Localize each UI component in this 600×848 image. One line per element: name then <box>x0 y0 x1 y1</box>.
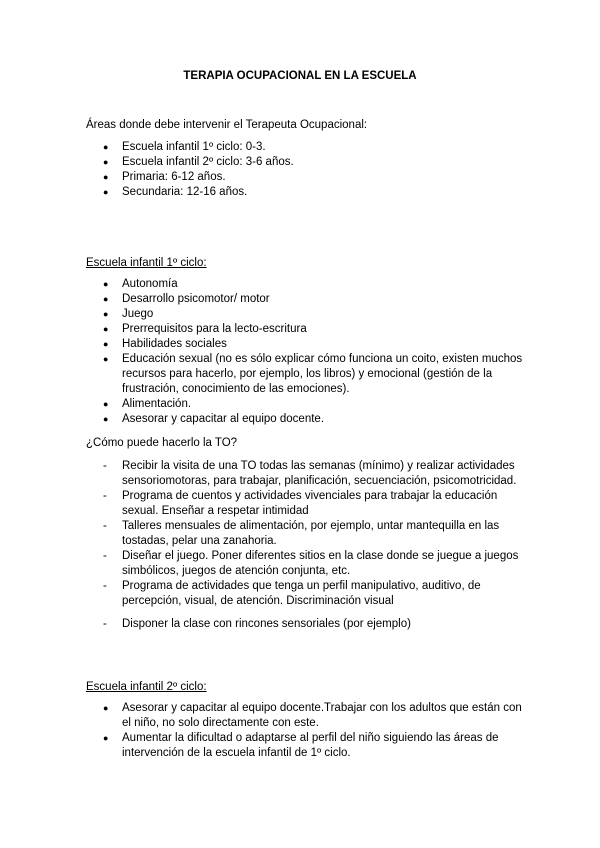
dash-icon: - <box>103 520 107 532</box>
bullet-icon: ● <box>103 172 109 182</box>
list-item: ● Autonomía <box>103 278 178 290</box>
dash-icon: - <box>103 490 107 502</box>
actions-list <box>86 459 526 632</box>
list-item: ● Desarrollo psicomotor/ motor <box>103 293 270 305</box>
list-item: ● Asesorar y capacitar al equipo docente. <box>103 413 325 425</box>
list-item: ● Juego <box>103 308 154 320</box>
list-item: ● Primaria: 6-12 años. <box>103 171 226 183</box>
bullet-icon: ● <box>103 324 109 334</box>
areas-list <box>86 140 526 200</box>
bullet-icon: ● <box>103 157 109 167</box>
dash-icon: - <box>103 618 107 630</box>
list-item: - Programa de cuentos y actividades vivenciales para trabajar la educación sexual. Enseñar a respetar intimidad <box>103 490 498 517</box>
dash-icon: - <box>103 550 107 562</box>
list-item: ● Aumentar la dificultad o adaptarse al perfil del niño siguiendo las áreas de intervención de la escuela infantil de 1º ciclo. <box>103 732 499 759</box>
list-item: - Recibir la visita de una TO todas las semanas (mínimo) y realizar actividades sensoriomotoras, para trabajar, planificación, secuenciación, psicomotricidad. <box>103 460 517 487</box>
bullet-icon: ● <box>103 733 109 743</box>
list-item: ● Escuela infantil 2º ciclo: 3-6 años. <box>103 156 294 168</box>
list-item: - Disponer la clase con rincones sensoriales (por ejemplo) <box>103 618 411 630</box>
bullet-icon: ● <box>103 414 109 424</box>
dash-icon: - <box>103 580 107 592</box>
bullet-icon: ● <box>103 339 109 349</box>
list-item: ● Prerrequisitos para la lecto-escritura <box>103 323 307 335</box>
question-text: ¿Cómo puede hacerlo la TO? <box>86 437 238 449</box>
list-item: ● Asesorar y capacitar al equipo docente.Trabajar con los adultos que están con el niño, no solo directamente con este. <box>103 702 522 729</box>
list-item: ● Habilidades sociales <box>103 338 227 350</box>
list-item: ● Escuela infantil 1º ciclo: 0-3. <box>103 141 266 153</box>
bullet-icon: ● <box>103 142 109 152</box>
list-item: ● Educación sexual (no es sólo explicar cómo funciona un coito, existen muchos recursos para hacerlo, por ejemplo, los libros) y emocional (gestión de la frustración, conocimiento de las emociones). <box>103 353 523 395</box>
list-item: ● Alimentación. <box>103 398 192 410</box>
list-item: - Diseñar el juego. Poner diferentes sitios en la clase donde se juegue a juegos simbólicos, juegos de atención conjunta, etc. <box>103 550 519 577</box>
section2-title: Escuela infantil 2º ciclo: <box>86 681 207 693</box>
bullet-icon: ● <box>103 309 109 319</box>
list-item: - Programa de actividades que tenga un perfil manipulativo, auditivo, de percepción, visual, de atención. Discriminación visual <box>103 580 481 607</box>
bullet-icon: ● <box>103 399 109 409</box>
section2-list <box>86 701 526 761</box>
intro-text: Áreas donde debe intervenir el Terapeuta Ocupacional: <box>86 119 368 131</box>
bullet-icon: ● <box>103 703 109 713</box>
list-spacer <box>86 609 526 617</box>
bullet-icon: ● <box>103 187 109 197</box>
list-item: - Talleres mensuales de alimentación, por ejemplo, untar mantequilla en las tostadas, pelar una zanahoria. <box>103 520 500 547</box>
dash-icon: - <box>103 460 107 472</box>
bullet-icon: ● <box>103 354 109 364</box>
document-title: TERAPIA OCUPACIONAL EN LA ESCUELA <box>183 70 417 82</box>
bullet-icon: ● <box>103 294 109 304</box>
bullet-icon: ● <box>103 279 109 289</box>
list-item: ● Secundaria: 12-16 años. <box>103 186 248 198</box>
section1-title: Escuela infantil 1º ciclo: <box>86 257 207 269</box>
section1-list <box>86 277 526 427</box>
